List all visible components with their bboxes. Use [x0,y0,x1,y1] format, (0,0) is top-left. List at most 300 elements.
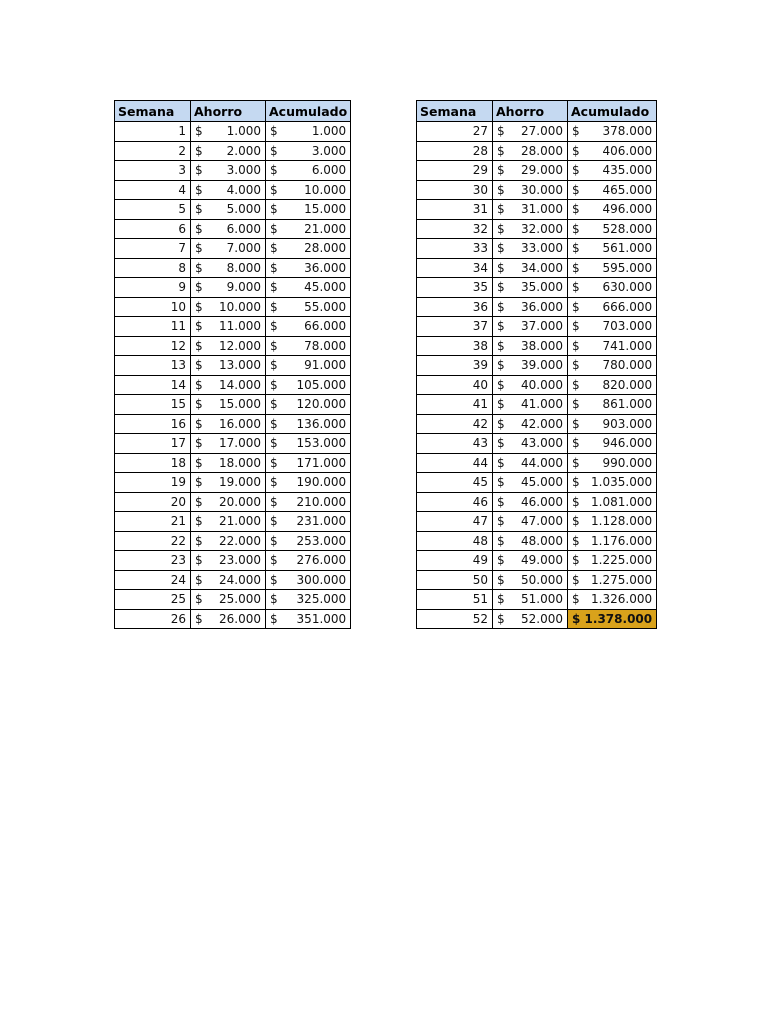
accumulated-cell-value: 78.000 [304,338,347,353]
week-number: 30 [417,180,493,200]
week-number: 44 [417,453,493,473]
accumulated-cell [266,239,351,259]
currency-symbol: $ [572,124,580,138]
currency-symbol: $ [572,377,580,392]
week-number: 42 [417,414,493,434]
week-number: 50 [417,570,493,590]
currency-symbol: $ [497,280,505,294]
saving-cell-value: 6.000 [226,221,261,236]
table-row [417,414,657,434]
saving-cell-value: 26.000 [219,611,261,626]
accumulated-cell-value: 741.000 [602,338,653,353]
currency-symbol: $ [195,377,203,392]
saving-cell-value: 19.000 [219,475,261,489]
table-row [417,512,657,532]
saving-cell-value: 36.000 [521,299,563,314]
table-row [115,239,351,259]
accumulated-cell-value: 666.000 [602,299,653,314]
accumulated-cell-value: 595.000 [602,260,653,275]
accumulated-cell-value: 36.000 [304,260,347,275]
currency-symbol: $ [270,143,278,158]
saving-cell-value: 7.000 [226,241,261,255]
accumulated-cell-value: 528.000 [602,221,653,236]
saving-cell-value: 44.000 [521,455,563,470]
accumulated-cell-value: 21.000 [304,221,347,236]
accumulated-cell [568,297,657,317]
accumulated-cell-value: 136.000 [296,416,347,431]
table-row [115,453,351,473]
week-number: 20 [115,492,191,512]
currency-symbol: $ [195,358,203,372]
week-number: 32 [417,219,493,239]
saving-cell-value: 50.000 [521,572,563,587]
week-number: 47 [417,512,493,532]
accumulated-cell-value: 10.000 [304,182,347,197]
accumulated-cell [568,122,657,142]
accumulated-cell-value: 406.000 [602,143,653,158]
saving-cell-value: 39.000 [521,358,563,372]
accumulated-cell-value: 903.000 [602,416,653,431]
saving-cell-value: 31.000 [521,202,563,216]
week-number: 9 [115,278,191,298]
saving-cell-value: 25.000 [219,592,261,606]
accumulated-cell-value: 351.000 [296,611,347,626]
week-number: 3 [115,161,191,181]
week-number: 51 [417,590,493,610]
table-body [115,122,351,629]
accumulated-cell [568,570,657,590]
currency-symbol: $ [572,221,580,236]
saving-cell-value: 33.000 [521,241,563,255]
currency-symbol: $ [195,397,203,411]
saving-cell-value: 29.000 [521,163,563,177]
currency-symbol: $ [497,514,505,528]
currency-symbol: $ [270,163,278,177]
accumulated-cell-value: 3.000 [311,143,347,158]
table-row [417,375,657,395]
currency-symbol: $ [572,514,580,528]
currency-symbol: $ [497,592,505,606]
currency-symbol: $ [195,182,203,197]
saving-cell [493,570,568,590]
table-row [417,395,657,415]
week-number: 18 [115,453,191,473]
table-row [115,297,351,317]
accumulated-cell [266,590,351,610]
saving-cell [493,317,568,337]
week-number: 15 [115,395,191,415]
accumulated-cell [568,141,657,161]
currency-symbol: $ [195,533,203,548]
week-number: 12 [115,336,191,356]
week-number: 10 [115,297,191,317]
currency-symbol: $ [572,592,580,606]
table-row [115,570,351,590]
saving-cell [493,434,568,454]
saving-cell [493,356,568,376]
currency-symbol: $ [270,338,278,353]
accumulated-cell [266,512,351,532]
currency-symbol: $ [195,280,203,294]
currency-symbol: $ [497,260,505,275]
week-number: 16 [115,414,191,434]
saving-cell-value: 38.000 [521,338,563,353]
week-number: 6 [115,219,191,239]
accumulated-cell [568,258,657,278]
accumulated-cell-value: 253.000 [296,533,347,548]
accumulated-cell-value: 55.000 [304,299,347,314]
saving-cell [191,219,266,239]
table-row [115,200,351,220]
table-row [115,492,351,512]
currency-symbol: $ [195,124,203,138]
table-header-row [417,101,657,122]
table-row [115,473,351,493]
saving-cell [191,492,266,512]
saving-cell [191,570,266,590]
accumulated-cell [266,609,351,629]
accumulated-cell [266,395,351,415]
table-row [417,570,657,590]
saving-cell [493,473,568,493]
saving-cell [493,414,568,434]
table-row [417,161,657,181]
saving-cell-value: 52.000 [521,611,563,626]
currency-symbol: $ [270,299,278,314]
currency-symbol: $ [270,533,278,548]
week-number: 29 [417,161,493,181]
currency-symbol: $ [572,319,580,333]
saving-cell-value: 42.000 [521,416,563,431]
currency-symbol: $ [195,436,203,450]
currency-symbol: $ [195,553,203,567]
saving-cell [191,531,266,551]
currency-symbol: $ [497,338,505,353]
table-row [115,161,351,181]
accumulated-cell-value: 45.000 [304,280,347,294]
savings-table-weeks-27-52 [416,100,657,629]
table-row [417,492,657,512]
accumulated-cell [568,336,657,356]
saving-cell [493,161,568,181]
header-ahorro: Ahorro [191,101,266,122]
saving-cell [493,492,568,512]
saving-cell-value: 9.000 [226,280,261,294]
week-number: 45 [417,473,493,493]
saving-cell [191,161,266,181]
saving-cell-value: 17.000 [219,436,261,450]
currency-symbol: $ [270,397,278,411]
week-number: 37 [417,317,493,337]
table-row [115,219,351,239]
currency-symbol: $ [572,416,580,431]
currency-symbol: $ [572,475,580,489]
currency-symbol: $ [270,221,278,236]
saving-cell [493,551,568,571]
currency-symbol: $ [497,475,505,489]
currency-symbol: $ [497,455,505,470]
week-number: 8 [115,258,191,278]
table-row [115,551,351,571]
accumulated-cell [266,570,351,590]
header-semana: Semana [115,101,191,122]
week-number: 49 [417,551,493,571]
accumulated-cell-value: 325.000 [296,592,347,606]
week-number: 14 [115,375,191,395]
currency-symbol: $ [270,124,278,138]
currency-symbol: $ [195,455,203,470]
saving-cell-value: 10.000 [219,299,261,314]
week-number: 40 [417,375,493,395]
saving-cell-value: 32.000 [521,221,563,236]
accumulated-cell [266,180,351,200]
saving-cell-value: 46.000 [521,494,563,509]
table-row [417,239,657,259]
currency-symbol: $ [572,202,580,216]
table-header-row [115,101,351,122]
currency-symbol: $ [497,436,505,450]
table-row [417,219,657,239]
accumulated-cell-value: 1.326.000 [591,592,653,606]
week-number: 4 [115,180,191,200]
saving-cell-value: 37.000 [521,319,563,333]
currency-symbol: $ [572,533,580,548]
accumulated-cell [568,278,657,298]
table-row [417,278,657,298]
week-number: 39 [417,356,493,376]
currency-symbol: $ [497,319,505,333]
saving-cell-value: 27.000 [521,124,563,138]
week-number: 7 [115,239,191,259]
currency-symbol: $ [497,143,505,158]
currency-symbol: $ [572,436,580,450]
accumulated-cell-value: 780.000 [602,358,653,372]
saving-cell-value: 24.000 [219,572,261,587]
currency-symbol: $ [497,182,505,197]
table-row [417,434,657,454]
saving-cell [191,395,266,415]
saving-cell [191,473,266,493]
currency-symbol: $ [572,299,580,314]
accumulated-cell-value: 66.000 [304,319,347,333]
table-row [417,297,657,317]
week-number: 5 [115,200,191,220]
accumulated-cell [266,551,351,571]
accumulated-cell [266,141,351,161]
currency-symbol: $ [572,572,580,587]
saving-cell [493,278,568,298]
accumulated-cell [568,161,657,181]
week-number: 17 [115,434,191,454]
currency-symbol: $ [270,202,278,216]
week-number: 35 [417,278,493,298]
saving-cell [493,531,568,551]
table-row [115,180,351,200]
saving-cell-value: 22.000 [219,533,261,548]
week-number: 46 [417,492,493,512]
table-row [417,473,657,493]
accumulated-cell [266,531,351,551]
header-ahorro: Ahorro [493,101,568,122]
saving-cell [191,609,266,629]
accumulated-cell-value: 91.000 [304,358,347,372]
saving-cell [493,590,568,610]
currency-symbol: $ [195,494,203,509]
currency-symbol: $ [572,182,580,197]
currency-symbol: $ [270,436,278,450]
currency-symbol: $ [270,611,278,626]
table-row [417,317,657,337]
accumulated-cell [266,219,351,239]
table-row [115,336,351,356]
accumulated-cell-value: 703.000 [602,319,653,333]
accumulated-cell [266,492,351,512]
table-row [115,122,351,142]
accumulated-cell-value: 561.000 [602,241,653,255]
week-number: 13 [115,356,191,376]
saving-cell-value: 34.000 [521,260,563,275]
saving-cell [493,375,568,395]
saving-cell [191,141,266,161]
saving-cell [191,239,266,259]
week-number: 52 [417,609,493,629]
currency-symbol: $ [572,358,580,372]
currency-symbol: $ [270,319,278,333]
saving-cell-value: 1.000 [226,124,261,138]
currency-symbol: $ [497,533,505,548]
saving-cell-value: 20.000 [219,494,261,509]
currency-symbol: $ [195,416,203,431]
saving-cell-value: 15.000 [219,397,261,411]
accumulated-cell [266,200,351,220]
currency-symbol: $ [497,494,505,509]
saving-cell [493,200,568,220]
accumulated-cell [568,375,657,395]
currency-symbol: $ [270,260,278,275]
currency-symbol: $ [497,299,505,314]
saving-cell [191,258,266,278]
table-row [417,551,657,571]
saving-cell [493,512,568,532]
week-number: 36 [417,297,493,317]
currency-symbol: $ [270,358,278,372]
table-row [417,531,657,551]
week-number: 21 [115,512,191,532]
saving-cell-value: 51.000 [521,592,563,606]
saving-cell-value: 28.000 [521,143,563,158]
week-number: 38 [417,336,493,356]
saving-cell-value: 47.000 [521,514,563,528]
week-number: 31 [417,200,493,220]
accumulated-cell [568,395,657,415]
table-row [115,278,351,298]
table-row [115,258,351,278]
saving-cell-value: 43.000 [521,436,563,450]
currency-symbol: $ [497,124,505,138]
accumulated-cell-value: 210.000 [296,494,347,509]
accumulated-cell [568,180,657,200]
saving-cell-value: 49.000 [521,553,563,567]
saving-cell [493,239,568,259]
saving-cell [191,180,266,200]
table-row [115,590,351,610]
currency-symbol: $ [270,494,278,509]
accumulated-cell [568,239,657,259]
week-number: 48 [417,531,493,551]
table-row [417,180,657,200]
currency-symbol: $ [497,241,505,255]
currency-symbol: $ [195,260,203,275]
accumulated-cell-value: 171.000 [296,455,347,470]
accumulated-cell [568,551,657,571]
saving-cell [493,258,568,278]
accumulated-cell [568,512,657,532]
week-number: 43 [417,434,493,454]
accumulated-cell-value: 435.000 [602,163,653,177]
accumulated-cell [266,375,351,395]
currency-symbol: $ [497,163,505,177]
week-number: 19 [115,473,191,493]
header-acumulado: Acumulado [266,101,351,122]
table-row [417,590,657,610]
currency-symbol: $ [270,377,278,392]
accumulated-cell [266,278,351,298]
accumulated-cell-value: 378.000 [602,124,653,138]
accumulated-cell-value: 1.225.000 [591,553,653,567]
currency-symbol: $ [195,475,203,489]
saving-cell-value: 18.000 [219,455,261,470]
accumulated-cell-value: 15.000 [304,202,347,216]
currency-symbol: $ [270,416,278,431]
saving-cell-value: 40.000 [521,377,563,392]
accumulated-cell-value: 300.000 [296,572,347,587]
header-acumulado: Acumulado [568,101,657,122]
currency-symbol: $ [572,338,580,353]
currency-symbol: $ [572,241,580,255]
saving-cell-value: 4.000 [226,182,261,197]
currency-symbol: $ [572,494,580,509]
accumulated-cell-value: 276.000 [296,553,347,567]
accumulated-cell [568,356,657,376]
saving-cell-value: 41.000 [521,397,563,411]
currency-symbol: $ [270,280,278,294]
table-row [115,414,351,434]
currency-symbol: $ [572,143,580,158]
table-row [115,356,351,376]
currency-symbol: $ [195,338,203,353]
currency-symbol: $ [497,611,505,626]
currency-symbol: $ [497,397,505,411]
currency-symbol: $ [195,163,203,177]
accumulated-cell [568,609,657,629]
saving-cell [191,122,266,142]
currency-symbol: $ [195,221,203,236]
accumulated-cell [568,200,657,220]
header-semana: Semana [417,101,493,122]
table-row [115,395,351,415]
currency-symbol: $ [195,202,203,216]
saving-cell [191,317,266,337]
accumulated-cell [266,356,351,376]
accumulated-cell-value: 105.000 [296,377,347,392]
saving-cell [191,375,266,395]
currency-symbol: $ [497,572,505,587]
currency-symbol: $ [195,592,203,606]
accumulated-cell [266,453,351,473]
saving-cell [191,551,266,571]
table-row [417,356,657,376]
currency-symbol: $ [270,514,278,528]
